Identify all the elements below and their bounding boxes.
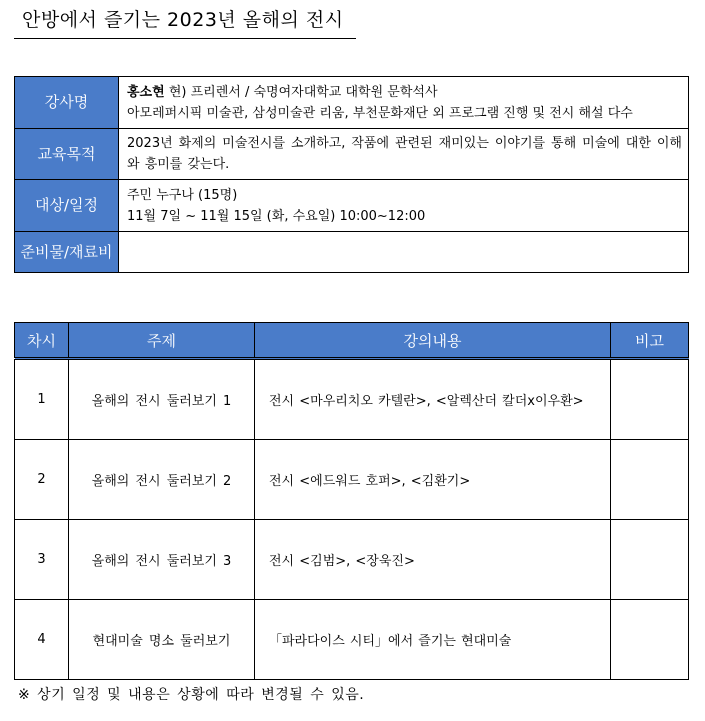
session-content: 전시 <김범>, <장욱진> <box>255 520 611 600</box>
target-value <box>119 180 689 232</box>
title-underline <box>14 38 356 39</box>
lecturer-line-1 <box>127 82 682 103</box>
lecturer-affiliation: 현) 프리렌서 / 숙명여자대학교 대학원 문학석사 <box>164 84 438 100</box>
purpose-value: 2023년 화제의 미술전시를 소개하고, 작품에 관련된 재미있는 이야기를 통해 미술에 대한 이해와 흥미를 갖는다. <box>119 129 689 180</box>
footnote: ※ 상기 일정 및 내용은 상황에 따라 변경될 수 있음. <box>18 687 365 703</box>
session-note <box>611 359 689 440</box>
session-topic: 올해의 전시 둘러보기 3 <box>69 520 255 600</box>
session-number: 3 <box>15 520 69 600</box>
session-note <box>611 600 689 680</box>
header-topic: 주제 <box>69 323 255 359</box>
lecturer-value <box>119 77 689 129</box>
header-session: 차시 <box>15 323 69 359</box>
session-content: 전시 <에드워드 호퍼>, <김환기> <box>255 440 611 520</box>
info-row-materials <box>15 232 689 273</box>
page-title: 안방에서 즐기는 2023년 올해의 전시 <box>22 9 344 31</box>
schedule-table <box>14 322 689 680</box>
lecturer-line-2: 아모레퍼시픽 미술관, 삼성미술관 리움, 부천문화재단 외 프로그램 진행 및 전시 해설 다수 <box>127 105 633 121</box>
target-audience: 주민 누구나 (15명) <box>127 187 238 203</box>
table-row <box>15 359 689 440</box>
schedule-header-row <box>15 323 689 359</box>
table-row <box>15 600 689 680</box>
session-note <box>611 520 689 600</box>
target-label: 대상/일정 <box>15 180 119 232</box>
target-schedule: 11월 7일 ~ 11월 15일 (화, 수요일) 10:00~12:00 <box>127 208 426 224</box>
session-number: 4 <box>15 600 69 680</box>
header-content: 강의내용 <box>255 323 611 359</box>
table-row <box>15 520 689 600</box>
session-topic: 현대미술 명소 둘러보기 <box>69 600 255 680</box>
session-topic: 올해의 전시 둘러보기 2 <box>69 440 255 520</box>
table-row <box>15 440 689 520</box>
session-note <box>611 440 689 520</box>
purpose-label: 교육목적 <box>15 129 119 180</box>
materials-value <box>119 232 689 273</box>
info-row-lecturer <box>15 77 689 129</box>
info-row-target <box>15 180 689 232</box>
session-number: 1 <box>15 359 69 440</box>
lecturer-name: 홍소현 <box>127 84 165 100</box>
session-content: 전시 <마우리치오 카텔란>, <알렉산더 칼더x이우환> <box>255 359 611 440</box>
session-topic: 올해의 전시 둘러보기 1 <box>69 359 255 440</box>
info-row-purpose <box>15 129 689 180</box>
materials-label: 준비물/재료비 <box>15 232 119 273</box>
course-info-table <box>14 76 689 273</box>
session-number: 2 <box>15 440 69 520</box>
lecturer-label: 강사명 <box>15 77 119 129</box>
session-content: 「파라다이스 시티」에서 즐기는 현대미술 <box>255 600 611 680</box>
header-note: 비고 <box>611 323 689 359</box>
